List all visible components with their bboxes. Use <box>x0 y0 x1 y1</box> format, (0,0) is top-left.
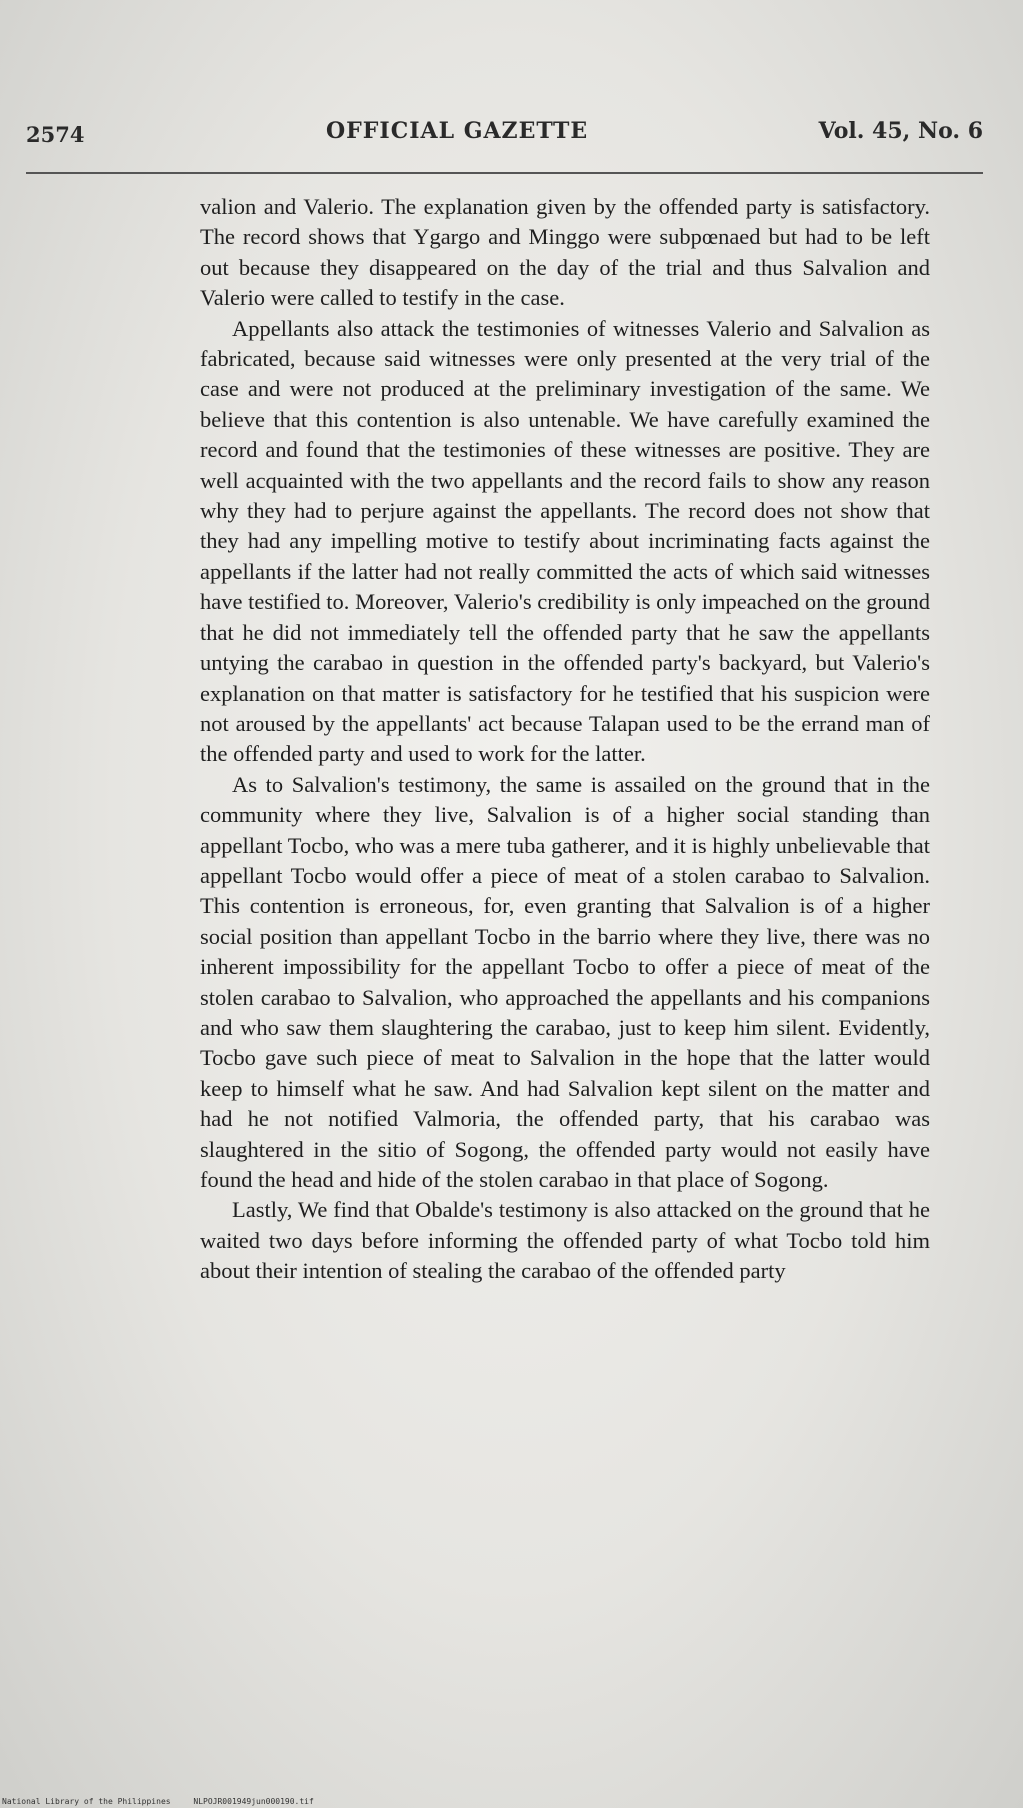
paragraph: As to Salvalion's testimony, the same is assailed on the ground that in the community where they live, Salvalion is of a higher social standing than appellant Tocbo, who was a mere tuba gatherer, and it is highly unbelievable that appellant Tocbo would offer a piece of meat of a stolen carabao to Salvalion. This contention is erroneous, for, even granting that Salvalion is of a higher social position than appellant Tocbo in the barrio where they live, there was no inherent impossibility for the appellant Tocbo to offer a piece of meat of the stolen carabao to Salvalion, who approached the appellants and his companions and who saw them slaughtering the carabao, just to keep him silent. Evidently, Tocbo gave such piece of meat to Salvalion in the hope that the latter would keep to himself what he saw. And had Salvalion kept silent on the matter and had he not notified Valmoria, the offended party, that his carabao was slaughtered in the sitio of Sogong, the offended party would not easily have found the head and hide of the stolen carabao in that place of Sogong. <box>200 771 930 1192</box>
publication-title: OFFICIAL GAZETTE <box>326 118 589 144</box>
volume-number: Vol. 45, No. 6 <box>818 118 983 144</box>
paragraph: valion and Valerio. The explanation given by the offended party is satisfactory. The record shows that Ygargo and Minggo were subpœnaed but had to be left out because they disappeared on the day of the trial and thus Salvalion and Valerio were called to testify in the case. <box>200 194 930 311</box>
paragraph: Appellants also attack the testimonies of witnesses Valerio and Salvalion as fabricated, because said witnesses were only presented at the very trial of the case and were not produced at the preliminary investigation of the same. We believe that this contention is also untenable. We have carefully examined the record and found that the testimonies of these witnesses are positive. They are well acquainted with the two appellants and the record fails to show any reason why they had to perjure against the appellants. The record does not show that they had any impelling motive to testify about incriminating facts against the appellants if the latter had not really committed the acts of which said witnesses have testified to. Moreover, Valerio's credibility is only impeached on the ground that he did not immediately tell the offended party that he saw the appellants untying the carabao in question in the offended party's backyard, but Valerio's explanation on that matter is satisfactory for he testified that his suspicion were not aroused by the appellants' act because Talapan used to be the errand man of the offended party and used to work for the latter. <box>200 315 930 767</box>
library-credit: National Library of the Philippines <box>2 1797 171 1806</box>
body-text <box>200 192 930 1287</box>
scan-footer <box>2 1797 332 1806</box>
file-name: NLPOJR001949jun000190.tif <box>193 1797 314 1806</box>
header-rule <box>26 172 983 174</box>
page-number: 2574 <box>26 122 85 147</box>
page-header <box>26 118 983 158</box>
paragraph: Lastly, We find that Obalde's testimony is also attacked on the ground that he waited two days before informing the offended party of what Tocbo told him about their intention of stealing the carabao of the offended party <box>200 1197 930 1284</box>
